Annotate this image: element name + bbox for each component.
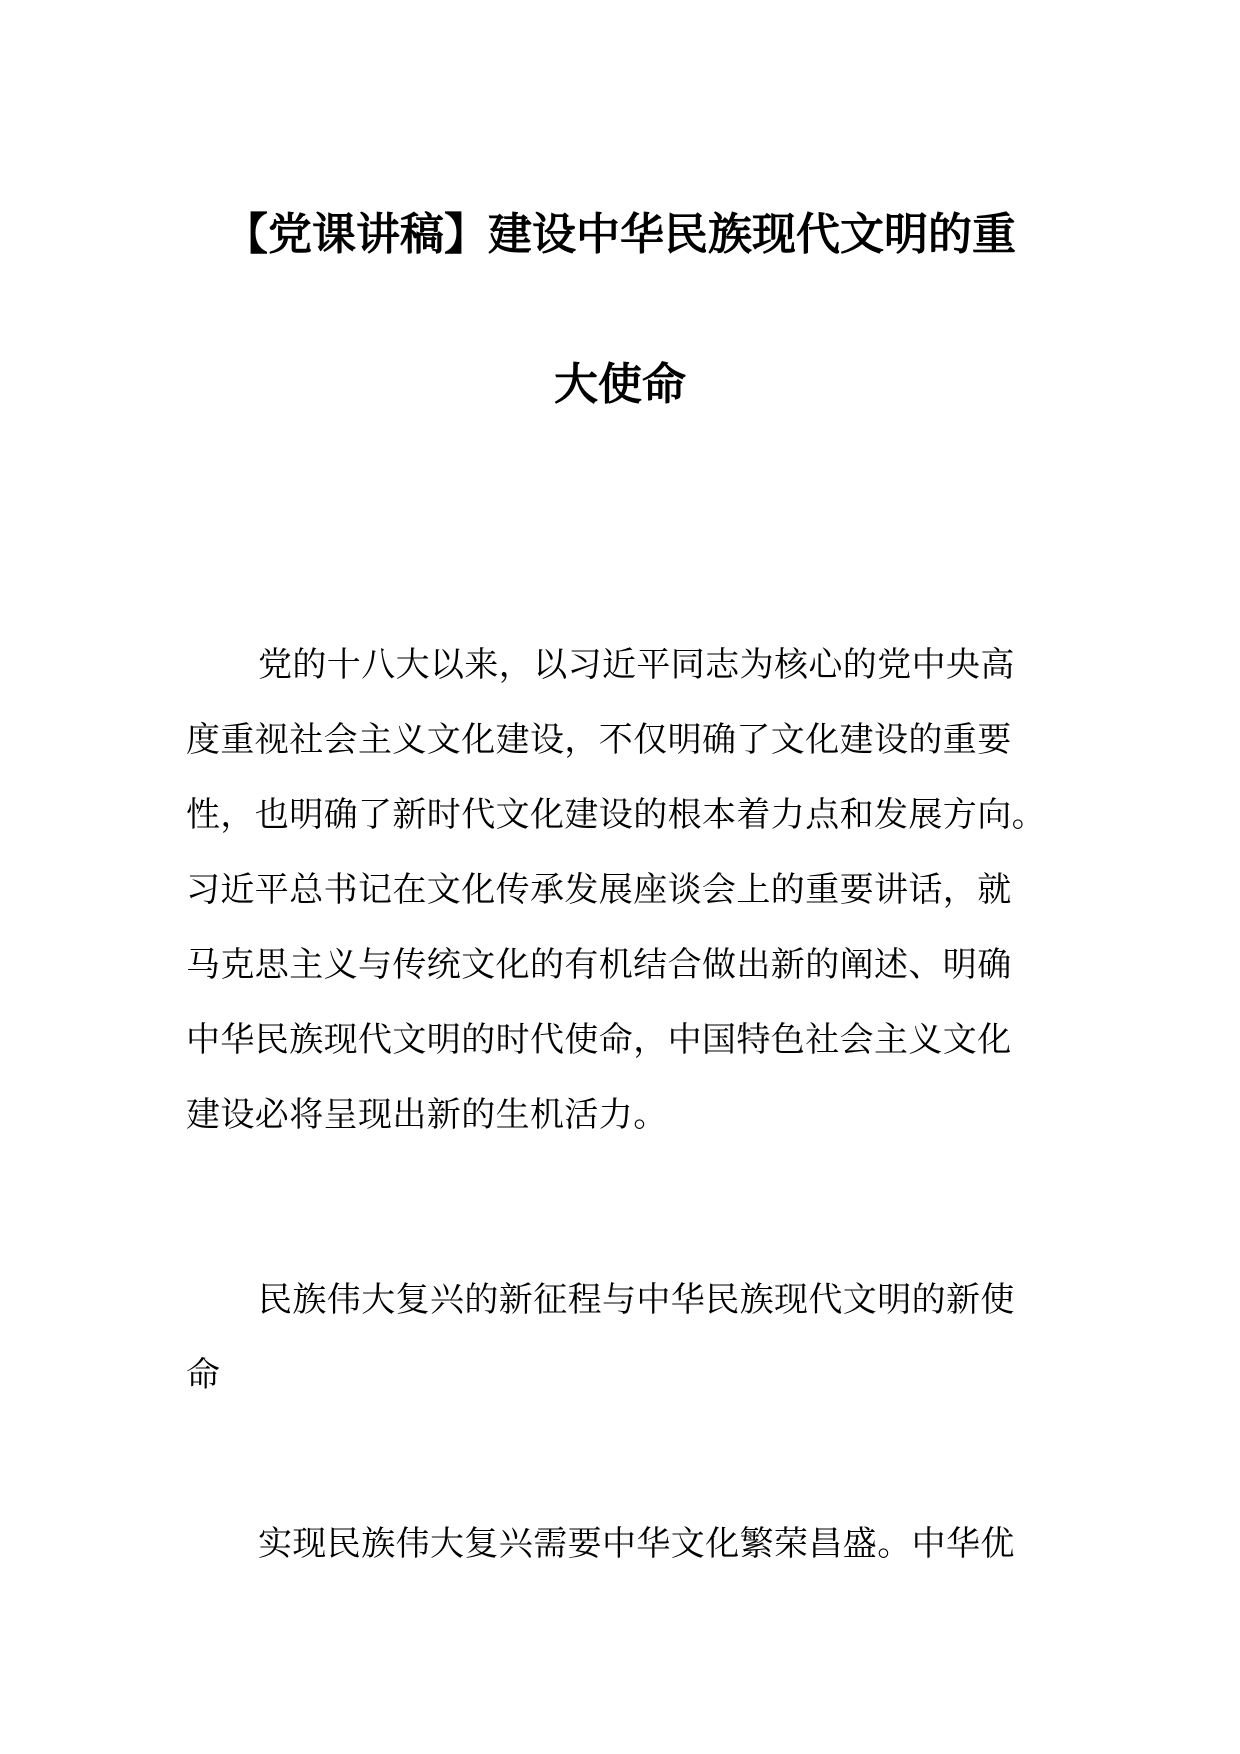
paragraph-intro	[186, 628, 1066, 1153]
paragraph-line: 实现民族伟大复兴需要中华文化繁荣昌盛。中华优	[258, 1524, 1015, 1564]
paragraph-line: 习近平总书记在文化传承发展座谈会上的重要讲话，就	[186, 870, 1012, 910]
section-heading-line: 民族伟大复兴的新征程与中华民族现代文明的新使	[258, 1280, 1015, 1320]
paragraph-line: 性，也明确了新时代文化建设的根本着力点和发展方向。	[186, 795, 1046, 835]
paragraph-body	[186, 1507, 1066, 1582]
document-title-line-1: 【党课讲稿】建设中华民族现代文明的重	[224, 209, 1016, 260]
section-heading	[186, 1263, 1066, 1413]
paragraph-line: 建设必将呈现出新的生机活力。	[186, 1095, 668, 1135]
paragraph-line: 马克思主义与传统文化的有机结合做出新的阐述、明确	[186, 945, 1012, 985]
paragraph-line: 中华民族现代文明的时代使命，中国特色社会主义文化	[186, 1020, 1012, 1060]
paragraph-line: 党的十八大以来，以习近平同志为核心的党中央高	[258, 645, 1015, 685]
section-heading-line: 命	[186, 1355, 221, 1395]
document-title-line-2: 大使命	[554, 359, 686, 410]
paragraph-line: 度重视社会主义文化建设，不仅明确了文化建设的重要	[186, 720, 1012, 760]
